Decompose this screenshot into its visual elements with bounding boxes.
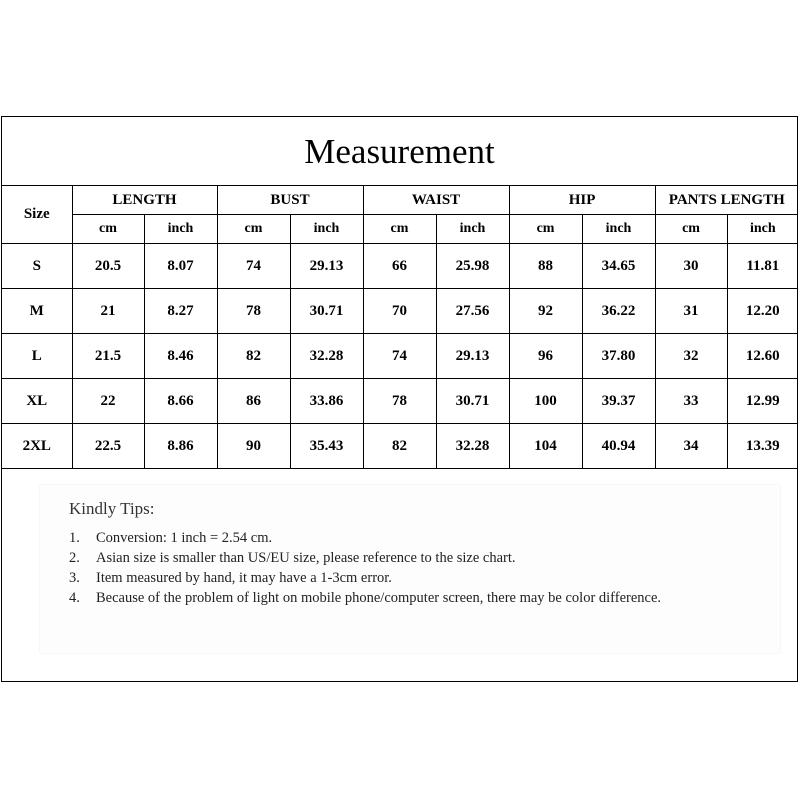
unit-header-inch: inch [582, 215, 655, 244]
table-row [2, 289, 798, 334]
value-cell: 29.13 [436, 334, 509, 379]
table-row [2, 334, 798, 379]
group-header-bust: BUST [217, 186, 363, 215]
value-cell: 35.43 [290, 424, 363, 469]
measurement-table [2, 186, 798, 469]
value-cell: 29.13 [290, 244, 363, 289]
tips-list [69, 528, 696, 608]
tip-text: Because of the problem of light on mobile phone/computer screen, there may be color difference. [96, 590, 662, 606]
table-row [2, 244, 798, 289]
value-cell: 74 [363, 334, 436, 379]
group-header-hip: HIP [509, 186, 655, 215]
value-cell: 32 [655, 334, 727, 379]
chart-title: Measurement [2, 117, 797, 186]
value-cell: 33.86 [290, 379, 363, 424]
value-cell: 12.20 [727, 289, 798, 334]
value-cell: 8.07 [144, 244, 217, 289]
tip-text: Item measured by hand, it may have a 1-3cm error. [96, 570, 392, 586]
value-cell: 22.5 [72, 424, 144, 469]
value-cell: 78 [217, 289, 290, 334]
unit-header-cm: cm [72, 215, 144, 244]
value-cell: 34.65 [582, 244, 655, 289]
value-cell: 33 [655, 379, 727, 424]
value-cell: 30.71 [436, 379, 509, 424]
value-cell: 8.86 [144, 424, 217, 469]
value-cell: 39.37 [582, 379, 655, 424]
unit-header-cm: cm [509, 215, 582, 244]
unit-header-inch: inch [727, 215, 798, 244]
unit-header-cm: cm [363, 215, 436, 244]
list-item [69, 588, 696, 608]
value-cell: 8.46 [144, 334, 217, 379]
value-cell: 22 [72, 379, 144, 424]
value-cell: 96 [509, 334, 582, 379]
value-cell: 36.22 [582, 289, 655, 334]
value-cell: 82 [217, 334, 290, 379]
value-cell: 34 [655, 424, 727, 469]
size-cell: L [2, 334, 72, 379]
value-cell: 90 [217, 424, 290, 469]
table-row [2, 379, 798, 424]
size-cell: 2XL [2, 424, 72, 469]
size-chart [1, 116, 798, 682]
value-cell: 40.94 [582, 424, 655, 469]
tip-number: 2. [69, 550, 80, 566]
list-item [69, 568, 696, 588]
value-cell: 31 [655, 289, 727, 334]
tip-number: 1. [69, 530, 80, 546]
value-cell: 100 [509, 379, 582, 424]
value-cell: 21 [72, 289, 144, 334]
table-row [2, 424, 798, 469]
value-cell: 70 [363, 289, 436, 334]
value-cell: 13.39 [727, 424, 798, 469]
value-cell: 82 [363, 424, 436, 469]
group-header-pants-length: PANTS LENGTH [655, 186, 798, 215]
unit-header-inch: inch [290, 215, 363, 244]
value-cell: 66 [363, 244, 436, 289]
size-cell: XL [2, 379, 72, 424]
value-cell: 74 [217, 244, 290, 289]
value-cell: 11.81 [727, 244, 798, 289]
value-cell: 92 [509, 289, 582, 334]
group-header-waist: WAIST [363, 186, 509, 215]
list-item [69, 548, 696, 568]
value-cell: 27.56 [436, 289, 509, 334]
list-item [69, 528, 696, 548]
value-cell: 88 [509, 244, 582, 289]
size-column-header: Size [2, 186, 72, 244]
value-cell: 37.80 [582, 334, 655, 379]
unit-header-inch: inch [144, 215, 217, 244]
value-cell: 30 [655, 244, 727, 289]
value-cell: 32.28 [436, 424, 509, 469]
value-cell: 86 [217, 379, 290, 424]
value-cell: 25.98 [436, 244, 509, 289]
tips-title: Kindly Tips: [69, 499, 155, 518]
value-cell: 104 [509, 424, 582, 469]
value-cell: 32.28 [290, 334, 363, 379]
tip-text: Asian size is smaller than US/EU size, please reference to the size chart. [96, 550, 516, 566]
tip-number: 4. [69, 590, 80, 606]
unit-header-cm: cm [655, 215, 727, 244]
tips-box [40, 485, 780, 653]
value-cell: 8.66 [144, 379, 217, 424]
value-cell: 78 [363, 379, 436, 424]
tip-number: 3. [69, 570, 80, 586]
value-cell: 8.27 [144, 289, 217, 334]
size-cell: S [2, 244, 72, 289]
value-cell: 12.99 [727, 379, 798, 424]
group-header-length: LENGTH [72, 186, 217, 215]
size-cell: M [2, 289, 72, 334]
value-cell: 30.71 [290, 289, 363, 334]
unit-header-inch: inch [436, 215, 509, 244]
unit-header-cm: cm [217, 215, 290, 244]
value-cell: 20.5 [72, 244, 144, 289]
value-cell: 21.5 [72, 334, 144, 379]
tip-text: Conversion: 1 inch = 2.54 cm. [96, 530, 273, 546]
value-cell: 12.60 [727, 334, 798, 379]
